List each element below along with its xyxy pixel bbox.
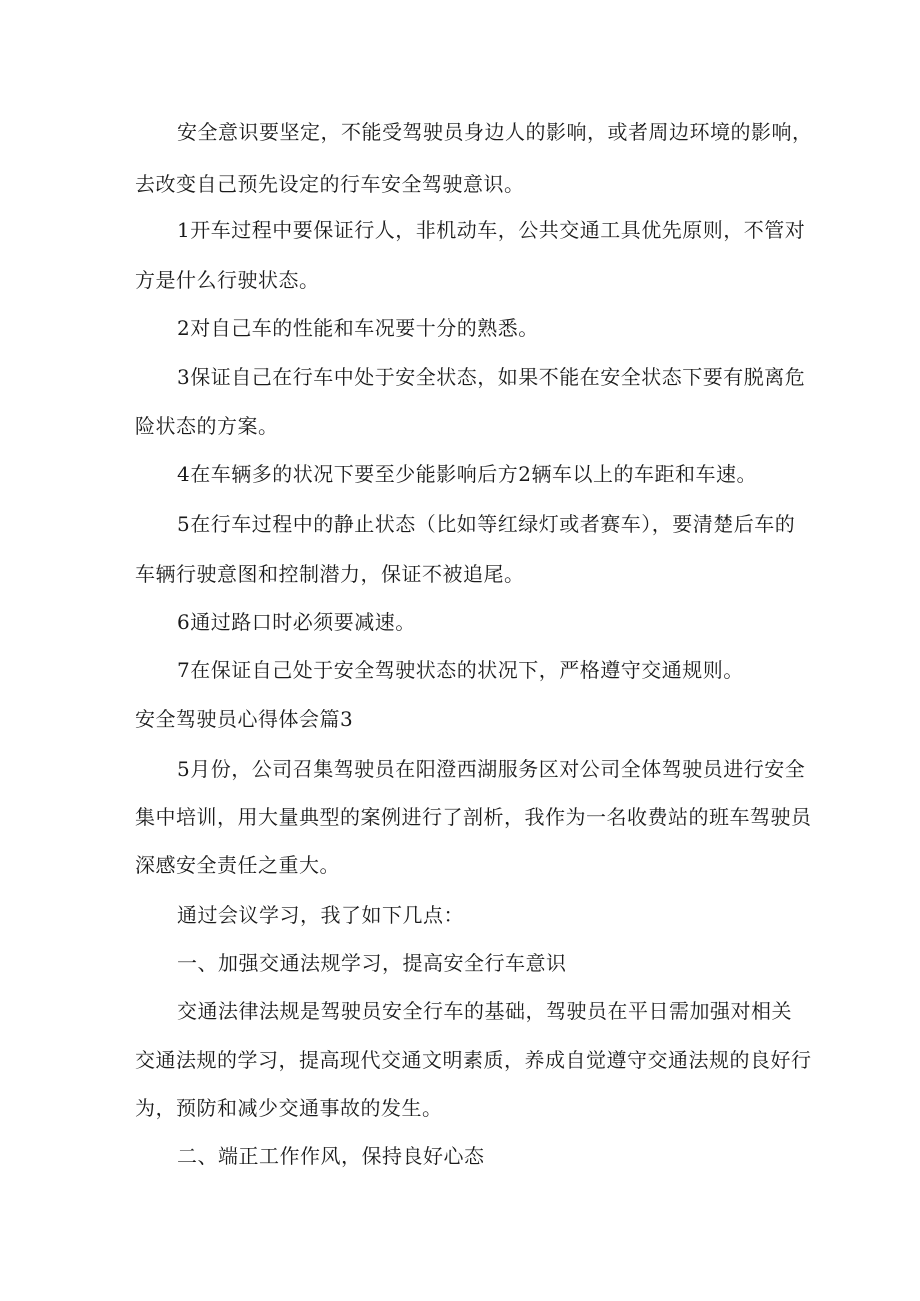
paragraph-line: 深感安全责任之重大。	[135, 853, 340, 877]
paragraph-line: 5在行车过程中的静止状态（比如等红绿灯或者赛车），要清楚后车的	[177, 512, 796, 536]
paragraph-line: 车辆行驶意图和控制潜力，保证不被追尾。	[135, 562, 525, 586]
paragraph-line: 1开车过程中要保证行人，非机动车，公共交通工具优先原则，不管对	[177, 218, 806, 242]
paragraph-line: 交通法律法规是驾驶员安全行车的基础，驾驶员在平日需加强对相关	[177, 999, 792, 1023]
paragraph-line: 二、端正工作作风，保持良好心态	[177, 1144, 485, 1168]
paragraph-line: 6通过路口时必须要减速。	[177, 610, 416, 634]
paragraph-line: 通过会议学习，我了如下几点：	[177, 903, 464, 927]
section-heading: 安全驾驶员心得体会篇3	[135, 707, 354, 731]
paragraph-line: 险状态的方案。	[135, 414, 279, 438]
paragraph-line: 集中培训，用大量典型的案例进行了剖析，我作为一名收费站的班车驾驶员	[135, 805, 812, 829]
paragraph-line: 一、加强交通法规学习，提高安全行车意识	[177, 951, 567, 975]
paragraph-line: 7在保证自己处于安全驾驶状态的状况下，严格遵守交通规则。	[177, 658, 744, 682]
paragraph-line: 去改变自己预先设定的行车安全驾驶意识。	[135, 172, 525, 196]
paragraph-line: 安全意识要坚定，不能受驾驶员身边人的影响，或者周边环境的影响，	[177, 120, 813, 144]
paragraph-line: 4在车辆多的状况下要至少能影响后方2辆车以上的车距和车速。	[177, 462, 757, 486]
paragraph-line: 方是什么行驶状态。	[135, 268, 320, 292]
paragraph-line: 交通法规的学习，提高现代交通文明素质，养成自觉遵守交通法规的良好行	[135, 1048, 812, 1072]
paragraph-line: 为，预防和减少交通事故的发生。	[135, 1096, 443, 1120]
paragraph-line: 3保证自己在行车中处于安全状态，如果不能在安全状态下要有脱离危	[177, 365, 806, 389]
paragraph-line: 2对自己车的性能和车况要十分的熟悉。	[177, 316, 539, 340]
paragraph-line: 5月份，公司召集驾驶员在阳澄西湖服务区对公司全体驾驶员进行安全	[177, 757, 806, 781]
